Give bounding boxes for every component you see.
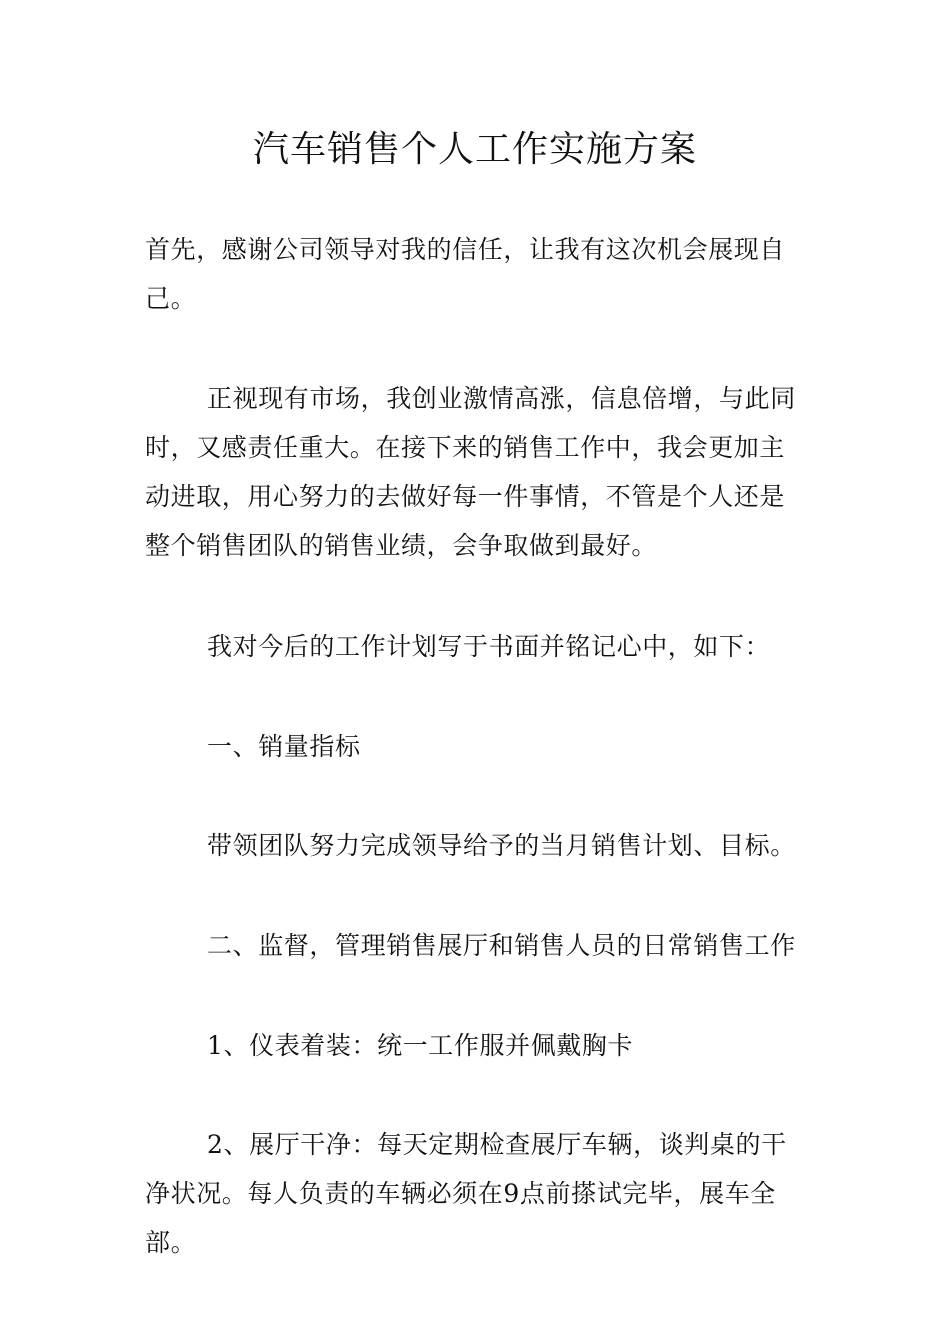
- section-heading-supervision: 二、监督，管理销售展厅和销售人员的日常销售工作: [207, 931, 796, 960]
- paragraph-intro: 首先，感谢公司领导对我的信任，让我有这次机会展现自己。: [145, 235, 786, 313]
- list-item-showroom-clean: 2、展厅干净：每天定期检查展厅车辆，谈判桌的干净状况。每人负责的车辆必须在9点前搽试完毕，展车全部。: [145, 1130, 787, 1257]
- paragraph-sales-target: 带领团队努力完成领导给予的当月销售计划、目标。: [207, 831, 796, 860]
- document-title: 汽车销售个人工作实施方案: [252, 129, 697, 170]
- list-item-dress-code: 1、仪表着装：统一工作服并佩戴胸卡: [207, 1031, 634, 1060]
- section-heading-sales-target: 一、销量指标: [207, 732, 361, 761]
- paragraph-plan-intro: 我对今后的工作计划写于书面并铭记心中，如下：: [207, 632, 771, 661]
- paragraph-market: 正视现有市场，我创业激情高涨，信息倍增，与此同时，又感责任重大。在接下来的销售工作中，我会更加主动进取，用心努力的去做好每一件事情，不管是个人还是整个销售团队的销售业绩，会争取做到最好。: [145, 384, 796, 560]
